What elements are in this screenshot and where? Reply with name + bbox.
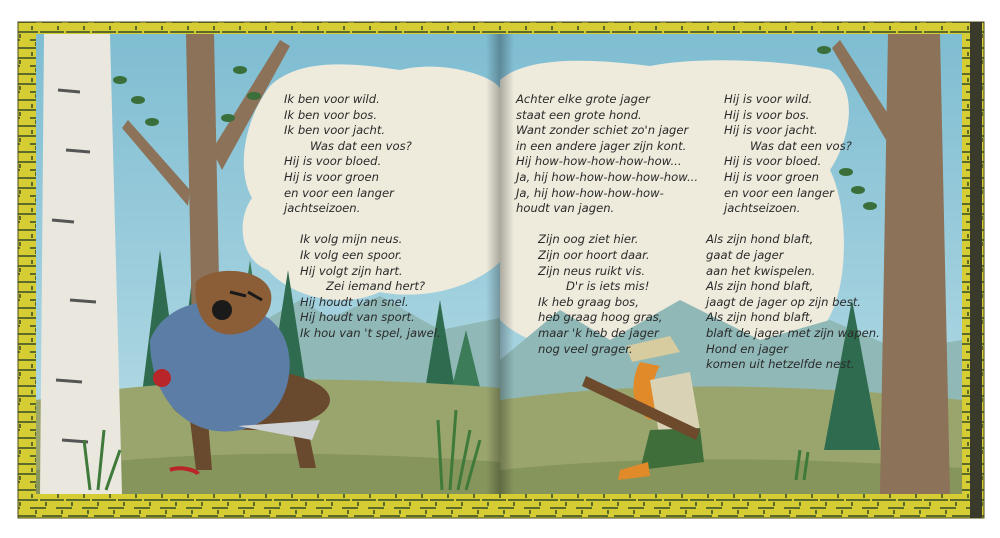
poem-line: Ja, hij how-how-how-how-how... <box>516 169 699 184</box>
poem-line: Ik volg een spoor. <box>300 247 403 262</box>
poem-line: Zei iemand hert? <box>326 279 426 294</box>
poem-line: maar 'k heb de jager <box>538 325 659 340</box>
poem-line: Hij is voor bos. <box>724 107 810 122</box>
poem-line: staat een grote hond. <box>516 107 642 122</box>
poem-line: heb graag hoog gras, <box>538 310 663 325</box>
poem-line: en voor een langer <box>284 185 394 200</box>
poem-line: jachtseizoen. <box>284 201 361 216</box>
poem-line: gaat de jager <box>706 247 784 262</box>
poem-line: Zijn oor hoort daar. <box>538 247 650 262</box>
poem-line: Was dat een vos? <box>750 138 852 153</box>
poem-line: Hij how-how-how-how-how... <box>516 154 682 169</box>
poem-line: jaagt de jager op zijn best. <box>706 294 861 309</box>
poem-line: houdt van jagen. <box>516 201 615 216</box>
poem-line: Ik ben voor jacht. <box>284 123 386 138</box>
poem-line: komen uit hetzelfde nest. <box>706 357 855 372</box>
poem-line: Hij is voor groen <box>724 169 819 184</box>
left-poem <box>284 92 441 342</box>
poem-line: Hij volgt zijn hart. <box>300 263 403 278</box>
poem-line: D'r is iets mis! <box>566 279 650 294</box>
poem-line: blaft de jager met zijn wapen. <box>706 325 880 340</box>
poem-line: Als zijn hond blaft, <box>706 279 814 294</box>
poem-line: Zijn neus ruikt vis. <box>538 263 646 278</box>
poem-line: Hij is voor bloed. <box>284 154 382 169</box>
poem-line: Ja, hij how-how-how-how- <box>516 185 664 200</box>
poem-line: Hond en jager <box>706 341 788 356</box>
poem-line: en voor een langer <box>724 185 834 200</box>
poem-line: Want zonder schiet zo'n jager <box>516 123 689 138</box>
poem-line: Hij houdt van sport. <box>300 310 415 325</box>
poem-line: Hij is voor bloed. <box>724 154 822 169</box>
poem-line: Was dat een vos? <box>310 138 412 153</box>
poem-line: Als zijn hond blaft, <box>706 232 814 247</box>
poem-line: Hij houdt van snel. <box>300 294 409 309</box>
poem-line: Ik ben voor wild. <box>284 92 380 106</box>
right-poem-column-1 <box>516 92 698 357</box>
poem-line: Hij is voor wild. <box>724 92 813 106</box>
poem-line: Als zijn hond blaft, <box>706 310 814 325</box>
poem-line: Ik heb graag bos, <box>538 294 639 309</box>
poem-line: Zijn oog ziet hier. <box>538 232 639 247</box>
poem-line: Hij is voor jacht. <box>724 123 818 138</box>
poem-line: jachtseizoen. <box>724 201 801 216</box>
poem-line: in een andere jager zijn kont. <box>516 138 687 153</box>
poem-line: Hij is voor groen <box>284 169 379 184</box>
right-poem-column-2 <box>706 92 880 373</box>
poem-line: Achter elke grote jager <box>516 92 650 106</box>
poem-line: aan het kwispelen. <box>706 263 816 278</box>
poem-line: Ik volg mijn neus. <box>300 232 403 247</box>
poem-line: Ik hou van 't spel, jawel. <box>300 325 441 340</box>
poem-line: nog veel grager. <box>538 341 633 356</box>
book-gutter <box>486 34 514 494</box>
birch-tree <box>40 34 122 494</box>
poem-line: Ik ben voor bos. <box>284 107 378 122</box>
